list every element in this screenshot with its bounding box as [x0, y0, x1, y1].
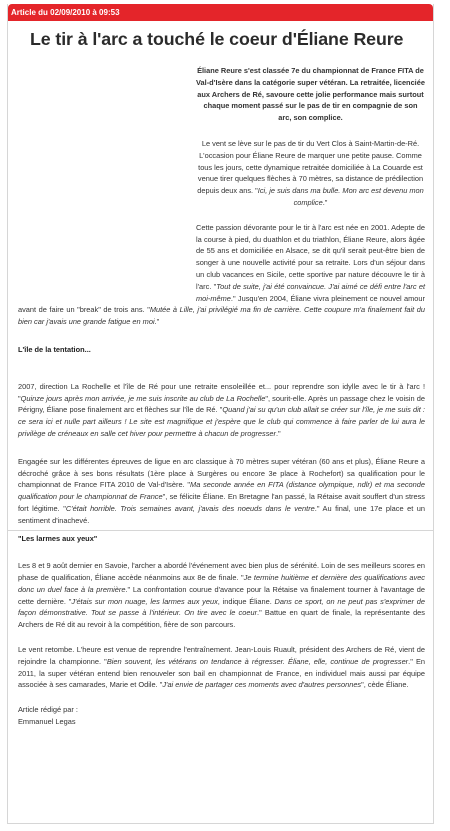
quote: Dans ce sport, on ne peut pas s'exprimer de façon démonstrative. Tout se passe à l'intérieur. On tire avec le coeur	[18, 596, 425, 618]
article-body	[8, 51, 433, 728]
quote: Tout de suite, j'ai été convaincue. J'ai aimé ce défi entre l'arc et moi-même	[196, 281, 425, 303]
quote: J'ai envie de partager ces moments avec d'autres personnes	[162, 680, 362, 690]
section-title: "Les larmes aux yeux"	[18, 533, 98, 543]
section-divider	[8, 530, 433, 531]
article-title: Le tir à l'arc a touché le coeur d'Éliane Reure	[30, 29, 404, 49]
quote: Ma seconde année en FITA (distance olympique, ndlr) et ma seconde qualification pour le championnat de France	[18, 480, 426, 502]
section-title: L'île de la tentation...	[18, 344, 91, 354]
article-photo-area	[18, 65, 196, 303]
article-paragraph: 2007, direction La Rochelle et l'île de Ré pour une retraite ensoleillée et... pour reprendre son idylle avec le tir à l'arc ! "Quinze jours après mon arrivée, je me suis inscrite au club de La Rochelle", sourit-elle. Après un passage chez le voisin de Périgny, Éliane pose finalement arc et flèches sur l'île de Ré. "Quand j'ai su qu'un club allait se créer sur l'île, je me suis dit : ce sera ici et nulle part ailleurs ! Le site est magnifique et j'espère que le club qui commence à faire parler de lui aura le privilège de créneaux en salle cet hiver pour permettre à chacun de progresser."	[18, 381, 425, 438]
quote: Bien souvent, les vétérans on tendance à régresser. Éliane, elle, continue de progresser	[106, 656, 409, 666]
article-paragraph: Le vent retombe. L'heure est venue de reprendre l'entraînement. Jean-Louis Ruault, président des Archers de Ré, vient de rejoindre la championne. "Bien souvent, les vétérans on tendance à régresser. Éliane, elle, continue de progresser." En 2011, la super vétéran entend bien renouveler son bail en championnat de France, en individuel mais aussi par équipe associée à ses camarades, Marie et Odile. "J'ai envie de partager ces moments avec d'autres personnes", cède Éliane.	[18, 645, 425, 690]
article-paragraph: Cette passion dévorante pour le tir à l'arc est née en 2001. Adepte de la course à pied, du duathlon et du triathlon, Éliane Reure, alors âgée de 55 ans et domiciliée en Alsace, se dit qu'il serait peut-être bien de songer à une nouvelle activité pour sa retraite. Lors d'un séjour dans un club vacances en Sicile, cette sportive par nature découvre le tir à l'arc. "Tout de suite, j'ai été convaincue. J'ai aimé ce défi entre l'arc et moi-même." Jusqu'en 2004, Éliane vivra pleinement ce nouvel amour avant de faire un "break" de trois ans. "Mutée à Lille, j'ai privilégié ma fin de carrière. Cette coupure m'a finalement fait du bien car j'avais une grande fatigue en moi."	[18, 222, 425, 327]
byline-label: Article rédigé par :	[18, 705, 78, 715]
quote: Quand j'ai su qu'un club allait se créer sur l'île, je me suis dit : ce sera ici et nulle part ailleurs ! Le site est magnifique et j'espère que le club qui commence à faire parler de lui aura le privilège de créneaux en salle cet hiver pour permettre à chacun de progresser	[18, 405, 425, 438]
quote: J'étais sur mon nuage, les larmes aux yeux	[71, 596, 218, 606]
quote: C'était horrible. Trois semaines avant, j'avais des noeuds dans le ventre	[65, 503, 315, 513]
quote: Ici, je suis dans ma bulle. Mon arc est devenu mon complice	[257, 186, 424, 207]
article-paragraph: Le vent se lève sur le pas de tir du Vert Clos à Saint-Martin-de-Ré. L'occasion pour Éliane Reure de marquer une petite pause. Comme tous les jours, cette dynamique retraitée domiciliée à La Couarde est venue tirer quelques flèches à 70 mètres, sa distance de prédilection depuis deux ans. "Ici, je suis dans ma bulle. Mon arc est devenu mon complice."	[197, 138, 424, 207]
article-paragraph: Les 8 et 9 août dernier en Savoie, l'archer a abordé l'événement avec bien plus de sérénité. Loin de ses meilleurs scores en phase de qualification, Éliane accède néanmoins aux 8e de finale. "Je termine huitième et dernière des qualifications avec donc un duel face à la première." La confrontation courue d'avance pour la Rétaise va finalement tourner à l'avantage de cette dernière. "J'étais sur mon nuage, les larmes aux yeux, indique Éliane. Dans ce sport, on ne peut pas s'exprimer de façon démonstrative. Tout se passe à l'intérieur. On tire avec le coeur." Battue en quart de finale, la représentante des Archers de Ré dit au revoir à la compétition, fière de son parcours.	[18, 561, 425, 630]
quote: Quinze jours après mon arrivée, je me suis inscrite au club de La Rochelle	[20, 393, 266, 403]
article-lead: Éliane Reure s'est classée 7e du championnat de France FITA de Val-d'Isère dans la catégorie super vétéran. La retraitée, licenciée aux Archers de Ré, savoure cette jolie performance mais surtout chaque moment passé sur le pas de tir en compagnie de son arc, son complice.	[196, 66, 425, 123]
article-paragraph: Engagée sur les différentes épreuves de ligue en arc classique à 70 mètres super vétéran (60 ans et plus), Éliane Reure a décroché grâce à ses bons résultats (1ère place à Surgères ou encore 3e place à Rochefort) sa qualification pour le championnat de France FITA 2010 de Val-d'Isère. "Ma seconde année en FITA (distance olympique, ndlr) et ma seconde qualification pour le championnat de France", se félicite Éliane. En Bretagne l'an passé, la Rétaise avait souffert d'un stress fort légitime. "C'était horrible. Trois semaines avant, j'avais des noeuds dans le ventre." Au final, une 17e place et un sentiment d'inachevé.	[18, 456, 426, 525]
byline-author: Emmanuel Legas	[18, 717, 76, 727]
article-frame	[7, 4, 434, 824]
quote: Je termine huitième et dernière des qualifications avec donc un duel face à la première	[18, 573, 425, 594]
article-dateline: Article du 02/09/2010 à 09:53	[8, 4, 433, 21]
quote: Mutée à Lille, j'ai privilégié ma fin de carrière. Cette coupure m'a finalement fait du bien car j'avais une grande fatigue en moi	[18, 305, 425, 327]
